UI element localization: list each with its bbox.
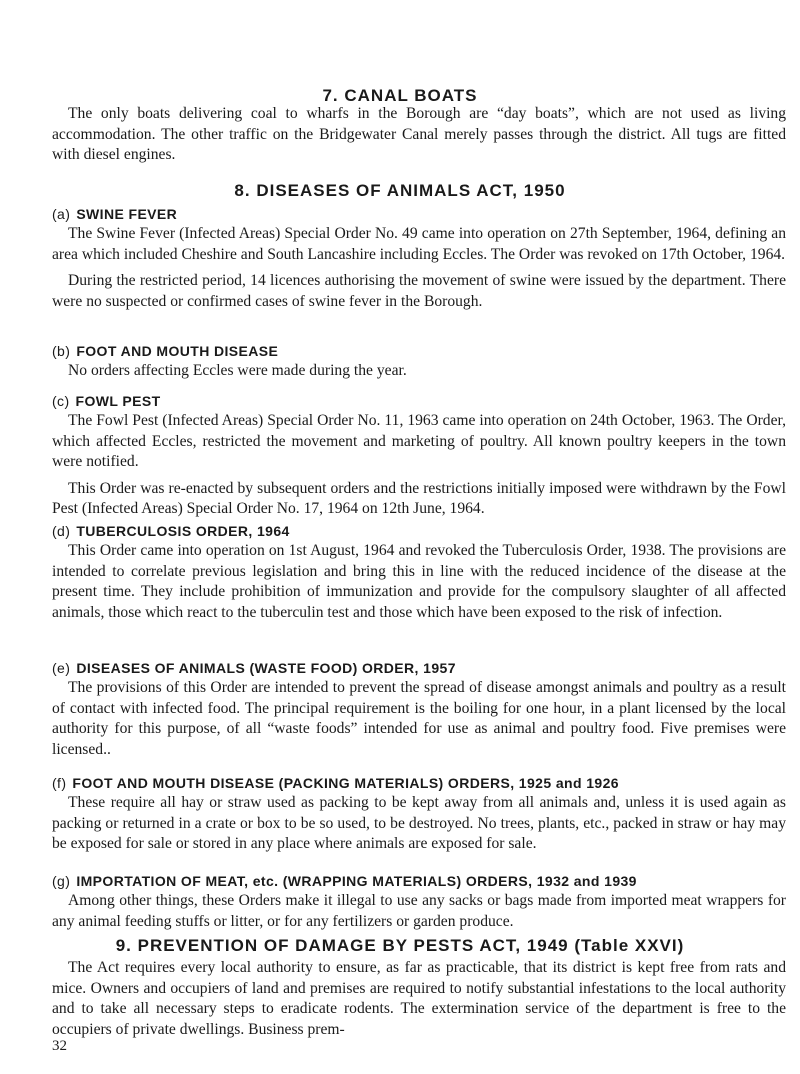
subsection-e — [52, 660, 786, 760]
subsection-title: FOWL PEST — [75, 393, 161, 409]
section-9-title: 9. PREVENTION OF DAMAGE BY PESTS ACT, 1949 (Table XXVI) — [115, 936, 685, 955]
subsection-letter: (d) — [52, 523, 71, 539]
subsection-d — [52, 523, 786, 623]
subsection-letter: (c) — [52, 393, 70, 409]
subsection-letter: (b) — [52, 343, 71, 359]
paragraph: This Order was re-enacted by subsequent orders and the restrictions initially imposed were withdrawn by the Fowl Pest (Infected Areas) Special Order No. 17, 1964 on 12th June, 1964. — [52, 479, 786, 518]
paragraph: Among other things, these Orders make it illegal to use any sacks or bags made from imported meat wrappers for any animal feeding stuffs or litter, or for any fertilizers or garden produce. — [52, 892, 786, 930]
section-8-title: 8. DISEASES OF ANIMALS ACT, 1950 — [234, 181, 566, 200]
section-7-title: 7. CANAL BOATS — [322, 86, 478, 105]
paragraph: The provisions of this Order are intended to prevent the spread of disease amongst animals and poultry as a result of contact with infected food. The principal requirement is the boiling for one hour, in a plant licensed by the local authority for this purpose, of all “waste foods” intended for use as animal and poultry food. Five premises were licensed.. — [52, 679, 786, 758]
subsection-g — [52, 873, 786, 932]
subsection-heading — [52, 523, 786, 539]
paragraph: This Order came into operation on 1st August, 1964 and revoked the Tuberculosis Order, 1938. The provisions are intended to correlate previous legislation and bring this in line with the reduced incidence of the disease at the present time. They include prohibition of immunization and provide for the compulsory slaughter of all affected animals, those which react to the tuberculin test and those which have been exposed to the risk of infection. — [52, 542, 786, 621]
subsection-letter: (g) — [52, 873, 71, 889]
subsection-title: DISEASES OF ANIMALS (WASTE FOOD) ORDER, 1957 — [76, 660, 456, 676]
subsection-letter: (f) — [52, 775, 67, 791]
subsection-heading — [52, 775, 786, 791]
subsection-heading — [52, 660, 786, 676]
subsection-heading — [52, 206, 786, 222]
paragraph: No orders affecting Eccles were made during the year. — [68, 362, 407, 379]
paragraph: These require all hay or straw used as packing to be kept away from all animals and, unless it is used again as packing or returned in a crate or box to be so used, to be destroyed. No trees, plants, etc., packed in straw or hay may be exposed for sale or stored in any place where animals are exposed for sale. — [52, 794, 786, 853]
section-7-body — [52, 104, 786, 166]
subsection-title: FOOT AND MOUTH DISEASE — [76, 343, 279, 359]
subsection-f — [52, 775, 786, 855]
section-9-body — [52, 958, 786, 1040]
subsection-heading — [52, 393, 786, 409]
subsection-title: TUBERCULOSIS ORDER, 1964 — [76, 523, 290, 539]
subsection-heading — [52, 343, 786, 359]
subsection-title: IMPORTATION OF MEAT, etc. (WRAPPING MATERIALS) ORDERS, 1932 and 1939 — [76, 873, 637, 889]
paragraph: During the restricted period, 14 licences authorising the movement of swine were issued by the department. There were no suspected or confirmed cases of swine fever in the Borough. — [52, 272, 786, 310]
subsection-c — [52, 393, 786, 520]
subsection-heading — [52, 873, 786, 889]
subsection-letter: (e) — [52, 660, 71, 676]
subsection-a — [52, 206, 786, 312]
paragraph: The Fowl Pest (Infected Areas) Special Order No. 11, 1963 came into operation on 24th October, 1963. The Order, which affected Eccles, restricted the movement and marketing of poultry. All known poultry keepers in the town were notified. — [52, 412, 786, 471]
subsection-title: SWINE FEVER — [76, 206, 178, 222]
subsection-b — [52, 343, 786, 382]
page-number: 32 — [52, 1038, 67, 1054]
subsection-letter: (a) — [52, 206, 71, 222]
subsection-title: FOOT AND MOUTH DISEASE (PACKING MATERIALS) ORDERS, 1925 and 1926 — [72, 775, 619, 791]
section-9-paragraph: The Act requires every local authority to ensure, as far as practicable, that its district is kept free from rats and mice. Owners and occupiers of land and premises are required to notify substantial infestations to the local authority and to take all necessary steps to eradicate rodents. The extermination service of the department is free to the occupiers of private dwellings. Business prem- — [52, 959, 786, 1038]
section-7-paragraph: The only boats delivering coal to wharfs in the Borough are “day boats”, which are not used as living accommodation. The other traffic on the Bridgewater Canal merely passes through the district. All tugs are fitted with diesel engines. — [52, 105, 786, 164]
paragraph: The Swine Fever (Infected Areas) Special Order No. 49 came into operation on 27th September, 1964, defining an area which included Cheshire and South Lancashire including Eccles. The Order was revoked on 17th October, 1964. — [52, 225, 786, 263]
